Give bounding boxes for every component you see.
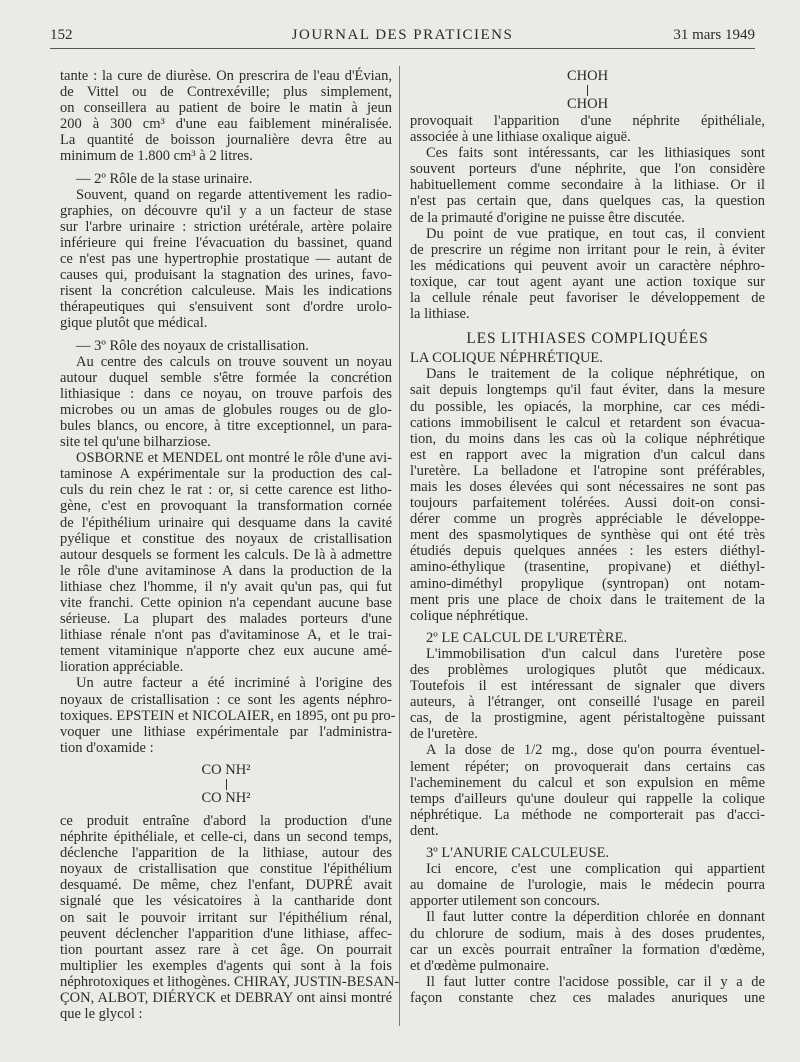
text-line: inférieure qui freine l'évacuation du bassinet, quand [60, 234, 392, 251]
text-line: sait depuis longtemps qu'il faut éviter, dans la mesure [410, 382, 765, 399]
text-line: A la dose de 1/2 mg., dose qu'on pourra éventuel- [426, 742, 765, 759]
text-line: la lithiase. [410, 306, 470, 323]
text-line: lioration appréciable. [60, 659, 184, 676]
text-line: ce produit entraîne d'abord la production d'une [60, 812, 392, 829]
text-line: cas, de la prostigmine, agent péristaltogène puissant [410, 710, 765, 727]
formula-line: CHOH [566, 96, 609, 112]
text-line: La quantité de boisson journalière devra être au [60, 132, 392, 149]
text-line: néphrite épithéliale, et celle-ci, dans un second temps, [60, 829, 392, 846]
text-line: on sait le pouvoir irritant sur l'épithélium rénal, [60, 909, 392, 926]
text-line: Au centre des calculs on trouve souvent un noyau [76, 353, 392, 370]
text-line: cations immobilisent le calcul et retardent son évacua- [410, 414, 765, 431]
text-line: que le glycol : [60, 1006, 143, 1023]
text-line: lement répéter; on provoquerait dans certains cas [410, 758, 765, 775]
text-line: L'immobilisation d'un calcul dans l'uretère pose [426, 645, 765, 662]
text-line: mais les doses élevées qui sont nécessaires ne sont pas [410, 478, 765, 495]
text-line: dent. [410, 822, 439, 839]
text-line: lithiase rénale n'ont pas d'avitaminose A, et le trai- [60, 627, 392, 644]
text-line: associée à une lithiase oxalique aiguë. [410, 129, 631, 146]
text-line: colique néphrétique. [410, 607, 529, 624]
formula-bond [410, 85, 765, 96]
formula-bond [60, 779, 392, 790]
text-line: pyélique et constitue des noyaux de cristallisation [60, 530, 392, 547]
text-line: toxiques. EPSTEIN et NICOLAIER, en 1895, ont pu pro- [60, 707, 396, 724]
text-line: gène, c'est en provoquant la transformation cornée [60, 498, 392, 515]
text-line: car un excès pourrait entraîner la formation d'œdème, [410, 941, 765, 958]
text-line: Toutefois il est intéressant de signaler que divers [410, 678, 765, 695]
right-column [410, 68, 765, 1006]
text-line: et d'œdème pulmonaire. [410, 957, 550, 974]
text-line: causes qui, produisant la stagnation des urines, favo- [60, 267, 392, 284]
text-line: tement vitaminique n'apporte chez eux aucune amé- [60, 643, 392, 660]
subsection-heading: LA COLIQUE NÉPHRÉTIQUE. [410, 350, 603, 367]
text-line: amino-diméthyl propylique (syntropan) ont notam- [410, 575, 765, 592]
text-line: thérapeutiques qui s'ensuivent sont d'ordre urolo- [60, 299, 392, 316]
text-line: sérieuse. La plupart des malades porteurs d'une [60, 611, 392, 628]
text-line: noyaux de cristallisation que constitue l'épithélium [60, 861, 392, 878]
text-line: graphies, on découvre qu'il y a un facteur de stase [60, 202, 392, 219]
text-line: le rôle d'une avitaminose A dans la production de la [60, 562, 392, 579]
text-line: on conseillera au patient de boire le matin à jeun [60, 100, 392, 117]
text-line: culs du rein chez le rat : or, si cette carence est litho- [60, 482, 392, 499]
left-column [60, 68, 400, 1023]
text-line: de Vittel ou de Contrexéville; plus simplement, [60, 84, 392, 101]
text-line: desquamé. De même, chez l'enfant, DUPRÉ avait [60, 877, 392, 894]
text-line: la cellule rénale peut favoriser le développement de [410, 290, 765, 307]
text-line: n'est pas certain que, dans quelques cas, la question [410, 193, 765, 210]
text-line: 200 à 300 cm³ d'une eau faiblement minéralisée. [60, 116, 392, 133]
text-line: de l'uretère. [410, 726, 478, 743]
text-line: provoquait l'apparition d'une néphrite épithéliale, [410, 113, 765, 129]
text-line: tion, du moins dans les cas où la colique néphrétique [410, 430, 765, 447]
formula-line: CO NH² [201, 761, 251, 778]
bond-line [226, 779, 227, 790]
text-line: étudiés depuis quelques années : les esters diéthyl- [410, 543, 765, 560]
text-line: apporter utilement son concours. [410, 893, 601, 910]
text-line: autour desquels se forment les calculs. De là à admettre [60, 546, 392, 563]
text-line: Souvent, quand on regarde attentivement les radio- [76, 186, 392, 203]
text-line: ment pris une place de choix dans le traitement de la [410, 591, 765, 608]
text-line: du possible, les opiacés, la morphine, car ces médi- [410, 398, 765, 415]
text-line: Ces faits sont intéressants, car les lithiasiques sont [426, 145, 765, 162]
formula-line: CO NH² [201, 789, 251, 806]
text-line: multiplier les exemples d'agents qui sont à la fois [60, 957, 392, 974]
journal-title: JOURNAL DES PRATICIENS [291, 27, 514, 43]
text-line: ce n'est pas une hypertrophie prostatique — autant de [60, 251, 392, 268]
text-line: habituellement comme secondaire à la lithiase. Or il [410, 177, 765, 194]
text-line: site tel qu'une bilharziose. [60, 434, 211, 451]
text-line: OSBORNE et MENDEL ont montré le rôle d'une avi- [76, 450, 392, 467]
text-line: auteurs, à l'étranger, ont conseillé l'usage en pareil [410, 694, 765, 711]
text-line: autour duquel semble s'être formée la concrétion [60, 369, 392, 386]
text-line: souvent porteurs d'une néphrite, que l'on considère [410, 161, 765, 178]
text-line: voquer une lithiase expérimentale par l'administra- [60, 723, 392, 740]
text-line: amino-éthylique (trasentine, propivane) et diéthyl- [410, 559, 765, 576]
text-line: ÇON, ALBOT, DIÉRYCK et DEBRAY ont ainsi montré [60, 989, 392, 1006]
text-line: Du point de vue pratique, en tout cas, il convient [426, 225, 765, 242]
text-line: Il faut lutter contre l'acidose possible, car il y a de [426, 973, 765, 990]
text-line: temps d'ailleurs qu'une douleur qui rappelle la colique [410, 790, 765, 807]
text-line: néphrotoxiques et lithogènes. CHIRAY, JUSTIN-BESAN- [60, 973, 400, 990]
text-line: tion pourtant assez rare à cet âge. On pourrait [60, 941, 392, 958]
text-line: au domaine de l'urologie, mais le médecin pourra [410, 877, 765, 894]
text-line: tante : la cure de diurèse. On prescrira de l'eau d'Évian, [60, 68, 392, 84]
bond-line [587, 85, 588, 96]
page-number: 152 [50, 27, 73, 43]
text-line: de la primauté d'origine ne puisse être discutée. [410, 209, 685, 226]
text-line: microbes ou un amas de globules rouges ou de glo- [60, 401, 392, 418]
text-line: tion d'oxamide : [60, 739, 154, 756]
text-line: est en rapport avec la migration d'un calcul dans [410, 446, 765, 463]
text-line: sur l'arbre urinaire : striction urétérale, artère polaire [60, 218, 392, 235]
text-line: néphrétique. La méthode ne comporterait pas d'acci- [410, 806, 765, 823]
text-line: peuvent déclencher l'apparition d'une lithiase, affec- [60, 925, 392, 942]
text-line: des problèmes urologiques plutôt que médicaux. [410, 662, 765, 678]
running-header [50, 24, 755, 49]
text-line: toxique, car tout agent ayant une action toxique sur [410, 273, 765, 290]
text-line: dérer comme un progrès appréciable le développe- [410, 511, 765, 528]
text-line: vite franchi. Cette opinion n'a cependant aucune base [60, 595, 392, 611]
text-line: Il faut lutter contre la déperdition chlorée en donnant [426, 909, 765, 926]
text-line: bules blancs, ou encore, à titre exceptionnel, un para- [60, 417, 392, 434]
text-line: de l'épithélium urinaire qui desquame dans la cavité [60, 514, 392, 531]
column-divider [399, 66, 400, 1026]
text-line: Dans le traitement de la colique néphrétique, on [426, 366, 765, 383]
formula-line: CHOH [566, 68, 609, 84]
text-line: minimum de 1.800 cm³ à 2 litres. [60, 148, 253, 165]
subsection-heading: 3º L'ANURIE CALCULEUSE. [426, 845, 610, 862]
text-line: les médications qui peuvent avoir un caractère néphro- [410, 257, 765, 274]
subsection-heading: 2º LE CALCUL DE L'URETÈRE. [426, 629, 628, 646]
subsection-heading: — 3º Rôle des noyaux de cristallisation. [76, 337, 309, 354]
text-line: Un autre facteur a été incriminé à l'origine des [76, 675, 392, 692]
text-line: gique plutôt que médical. [60, 315, 208, 332]
text-line: noyaux de cristallisation : ce sont les agents néphro- [60, 691, 392, 708]
text-line: taminose A expérimentale sur la production des cal- [60, 466, 392, 483]
text-line: Ici encore, c'est une complication qui appartient [426, 861, 765, 878]
subsection-heading: — 2º Rôle de la stase urinaire. [76, 170, 253, 187]
text-line: de prescrire un régime non irritant pour le rein, à éviter [410, 241, 765, 258]
issue-date: 31 mars 1949 [673, 27, 755, 43]
text-line: l'acheminement du calcul et son expulsion en même [410, 774, 765, 791]
text-line: ment des spasmolytiques de synthèse qui ont été très [410, 527, 765, 544]
text-line: toujours parfaitement tolérées. Aussi doit-on consi- [410, 495, 765, 512]
text-line: déclenche l'apparition de la lithiase, autour des [60, 845, 392, 862]
text-line: lithiase chez l'homme, il n'y avait qu'un pas, qui fut [60, 578, 392, 595]
text-line: l'uretère. La belladone et l'atropine sont préférables, [410, 462, 765, 479]
section-title: LES LITHIASES COMPLIQUÉES [466, 330, 709, 348]
text-line: risent la concrétion calculeuse. Mais les indications [60, 283, 392, 300]
text-line: du chlorure de sodium, mais à des doses prudentes, [410, 925, 765, 942]
text-line: signalé que les vésicatoires à la cantharide dont [60, 893, 392, 910]
text-line: façon constante chez ces malades anuriques une [410, 989, 765, 1006]
text-line: lithiasique : dans ce noyau, on trouve parfois des [60, 385, 392, 402]
